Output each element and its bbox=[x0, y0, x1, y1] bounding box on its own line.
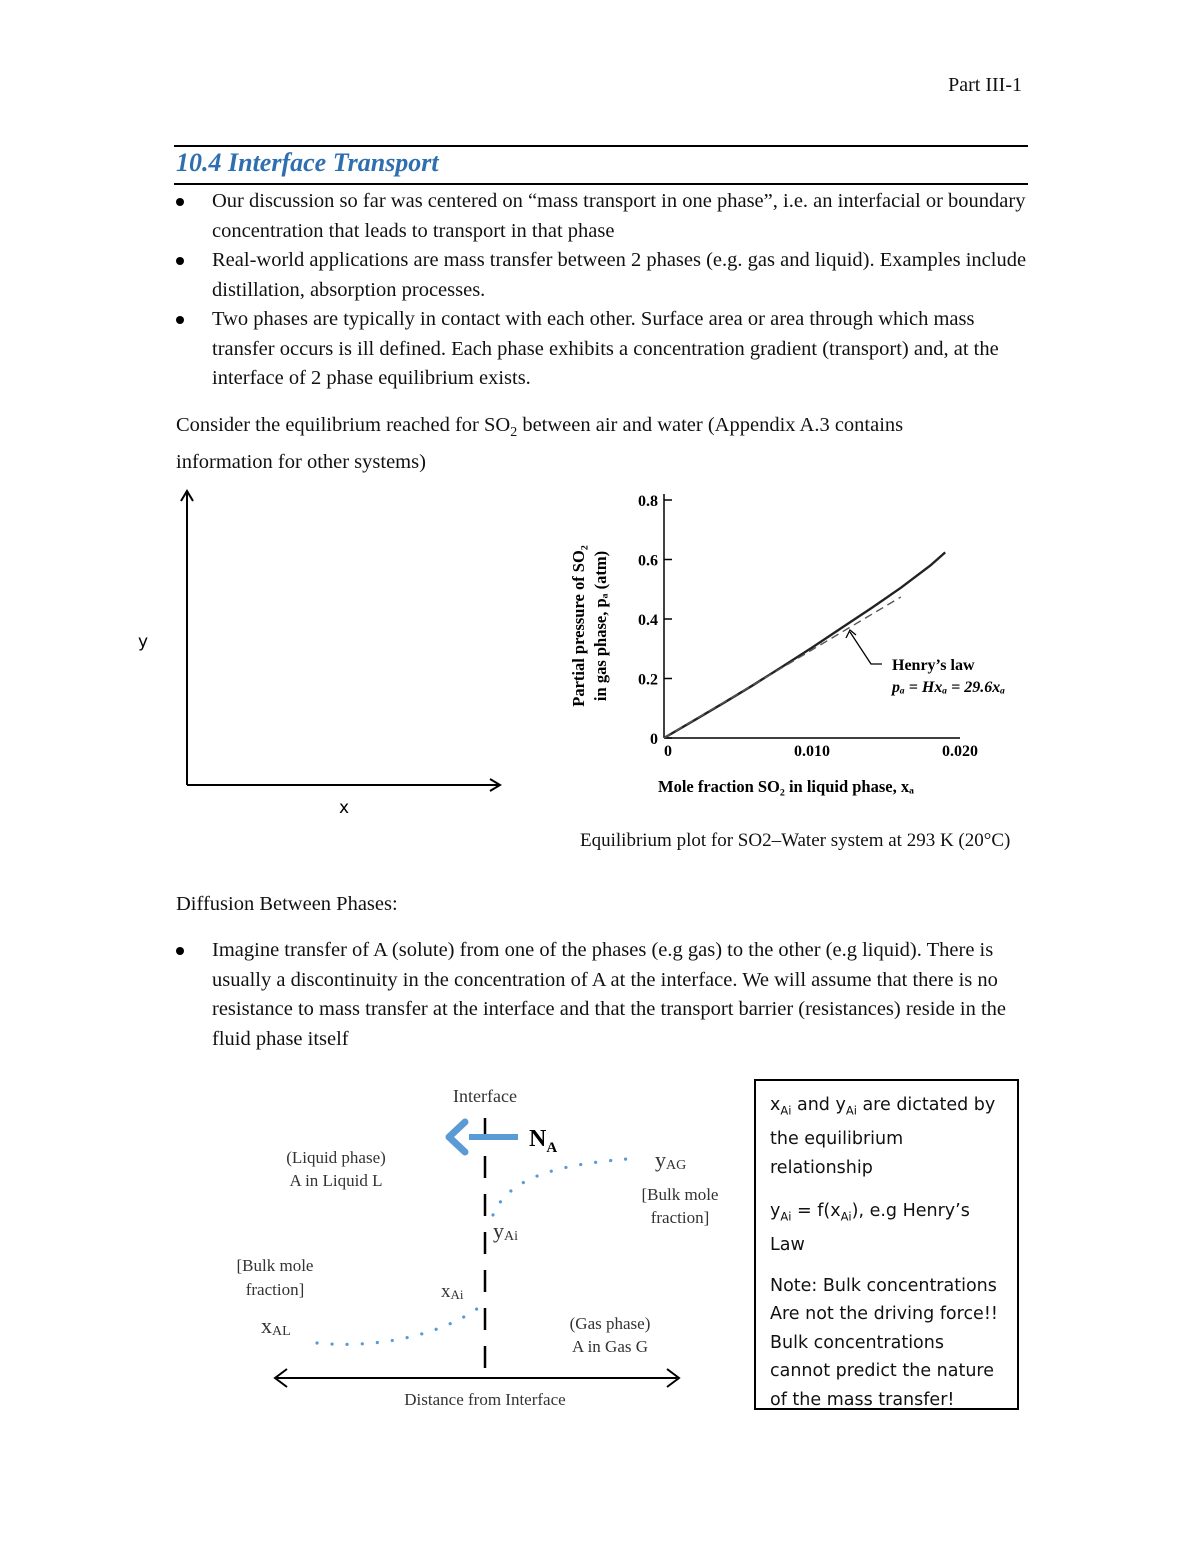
flux-label: $N_A$ bbox=[529, 1126, 558, 1156]
annotation-formula: pₐ = Hxₐ = 29.6xₐ bbox=[892, 679, 1006, 696]
y-ag-label: yAG bbox=[655, 1147, 687, 1173]
chart-x-tick-label: 0.010 bbox=[794, 743, 830, 760]
annotation-leader bbox=[850, 632, 882, 664]
equilibrium-chart bbox=[560, 480, 1080, 815]
gas-phase-desc: A in Gas G bbox=[571, 1337, 649, 1356]
bullet-icon bbox=[176, 257, 184, 265]
interface-label: Interface bbox=[453, 1086, 517, 1106]
bullet-icon bbox=[176, 316, 184, 324]
list-item bbox=[176, 936, 1036, 1054]
title-rule-top bbox=[174, 145, 1028, 147]
consider-text-end: between air and water (Appendix A.3 contains bbox=[517, 414, 904, 436]
bulk-left-label2: fraction] bbox=[245, 1280, 305, 1299]
chart-y-label-line1: Partial pressure of SO₂ bbox=[569, 545, 588, 707]
title-rule-bottom bbox=[174, 183, 1028, 185]
chart-y-tick-label: 0.4 bbox=[638, 612, 658, 629]
chart-x-tick-label: 0 bbox=[664, 743, 672, 760]
liquid-phase-label: (Liquid phase) bbox=[286, 1148, 386, 1167]
consider-sub: 2 bbox=[510, 425, 518, 441]
interface-diagram bbox=[225, 1078, 745, 1423]
list-item bbox=[176, 187, 1036, 246]
bullet-text: Imagine transfer of A (solute) from one of the phases (e.g gas) to the other (e.g liquid). There is usually a discontinuity in the concentration of A at the interface. We will assume that there is no resistance to mass transfer at the interface and that the transport barrier (resistances) reside in the fluid phase itself bbox=[212, 939, 1007, 1050]
bullet-text: Two phases are typically in contact with each other. Surface area or area through which mass transfer occurs is ill defined. Each phase exhibits a concentration gradient (transport) and, at the interface of 2 phase equilibrium exists. bbox=[212, 308, 999, 389]
chart-y-tick-label: 0.8 bbox=[638, 493, 658, 510]
chart-y-tick-label: 0 bbox=[650, 731, 658, 748]
blank-x-label: x bbox=[339, 798, 350, 818]
consider-text: Consider the equilibrium reached for SO bbox=[176, 414, 511, 436]
note-line: $y_{Ai} = f(x_{Ai})$, e.g Henry’s Law bbox=[770, 1201, 970, 1255]
diffusion-heading: Diffusion Between Phases: bbox=[176, 893, 398, 915]
equilibrium-curve bbox=[664, 552, 945, 738]
blank-y-label: y bbox=[138, 632, 149, 652]
chart-x-tick-label: 0.020 bbox=[942, 743, 978, 760]
page-label: Part III-1 bbox=[948, 74, 1022, 96]
diffusion-bullet-list bbox=[176, 936, 1036, 1054]
flux-arrow-icon bbox=[449, 1122, 465, 1152]
note-line: $x_{Ai}$ and $y_{Ai}$ are dictated by bbox=[770, 1095, 996, 1118]
note-box bbox=[754, 1079, 1019, 1410]
gas-phase-label: (Gas phase) bbox=[569, 1314, 651, 1333]
gas-concentration-profile bbox=[493, 1158, 640, 1215]
y-ai-label: yAi bbox=[493, 1218, 518, 1244]
note-line: the equilibrium bbox=[770, 1129, 904, 1149]
annotation-label: Henry’s law bbox=[892, 657, 975, 674]
note-line: relationship bbox=[770, 1157, 873, 1178]
chart-x-label: Mole fraction SO₂ in liquid phase, xₐ bbox=[658, 777, 914, 796]
chart-y-tick-label: 0.2 bbox=[638, 671, 658, 689]
list-item bbox=[176, 246, 1036, 305]
blank-axes bbox=[130, 485, 510, 820]
note-line: Bulk concentrations bbox=[770, 1332, 944, 1353]
consider-line2: information for other systems) bbox=[176, 450, 426, 473]
bulk-left-label: [Bulk mole bbox=[236, 1256, 314, 1275]
bullet-text: Our discussion so far was centered on “mass transport in one phase”, i.e. an interfacial or boundary concentration that leads to transport in that phase bbox=[212, 190, 1026, 242]
bullet-text: Real-world applications are mass transfer between 2 phases (e.g. gas and liquid). Examples include distillation, absorption processes. bbox=[212, 249, 1027, 301]
chart-y-label-line2: in gas phase, pₐ (atm) bbox=[591, 550, 610, 702]
bulk-right-label2: fraction] bbox=[650, 1208, 710, 1227]
x-al-label: xAL bbox=[261, 1313, 291, 1339]
section-title: 10.4 Interface Transport bbox=[176, 148, 439, 177]
note-line: Are not the driving force!! bbox=[770, 1304, 998, 1324]
chart-y-ticks bbox=[638, 493, 672, 748]
bullet-icon bbox=[176, 198, 184, 206]
intro-bullet-list bbox=[176, 187, 1036, 394]
note-line: of the mass transfer! bbox=[770, 1389, 955, 1410]
note-line: Note: Bulk concentrations bbox=[770, 1275, 997, 1296]
distance-axis-label: Distance from Interface bbox=[404, 1390, 566, 1409]
bullet-icon bbox=[176, 947, 184, 955]
liquid-phase-desc: A in Liquid L bbox=[289, 1171, 383, 1190]
chart-y-tick-label: 0.6 bbox=[638, 552, 658, 570]
list-item bbox=[176, 305, 1036, 394]
x-ai-label: xAi bbox=[441, 1281, 464, 1302]
henrys-law-line bbox=[664, 597, 901, 738]
consider-paragraph bbox=[176, 411, 903, 477]
note-line: cannot predict the nature bbox=[770, 1361, 994, 1381]
liquid-concentration-profile bbox=[317, 1306, 481, 1344]
bulk-right-label: [Bulk mole bbox=[641, 1185, 719, 1204]
chart-x-ticks bbox=[664, 743, 978, 760]
chart-caption: Equilibrium plot for SO2–Water system at 293 K (20°C) bbox=[580, 830, 1011, 851]
